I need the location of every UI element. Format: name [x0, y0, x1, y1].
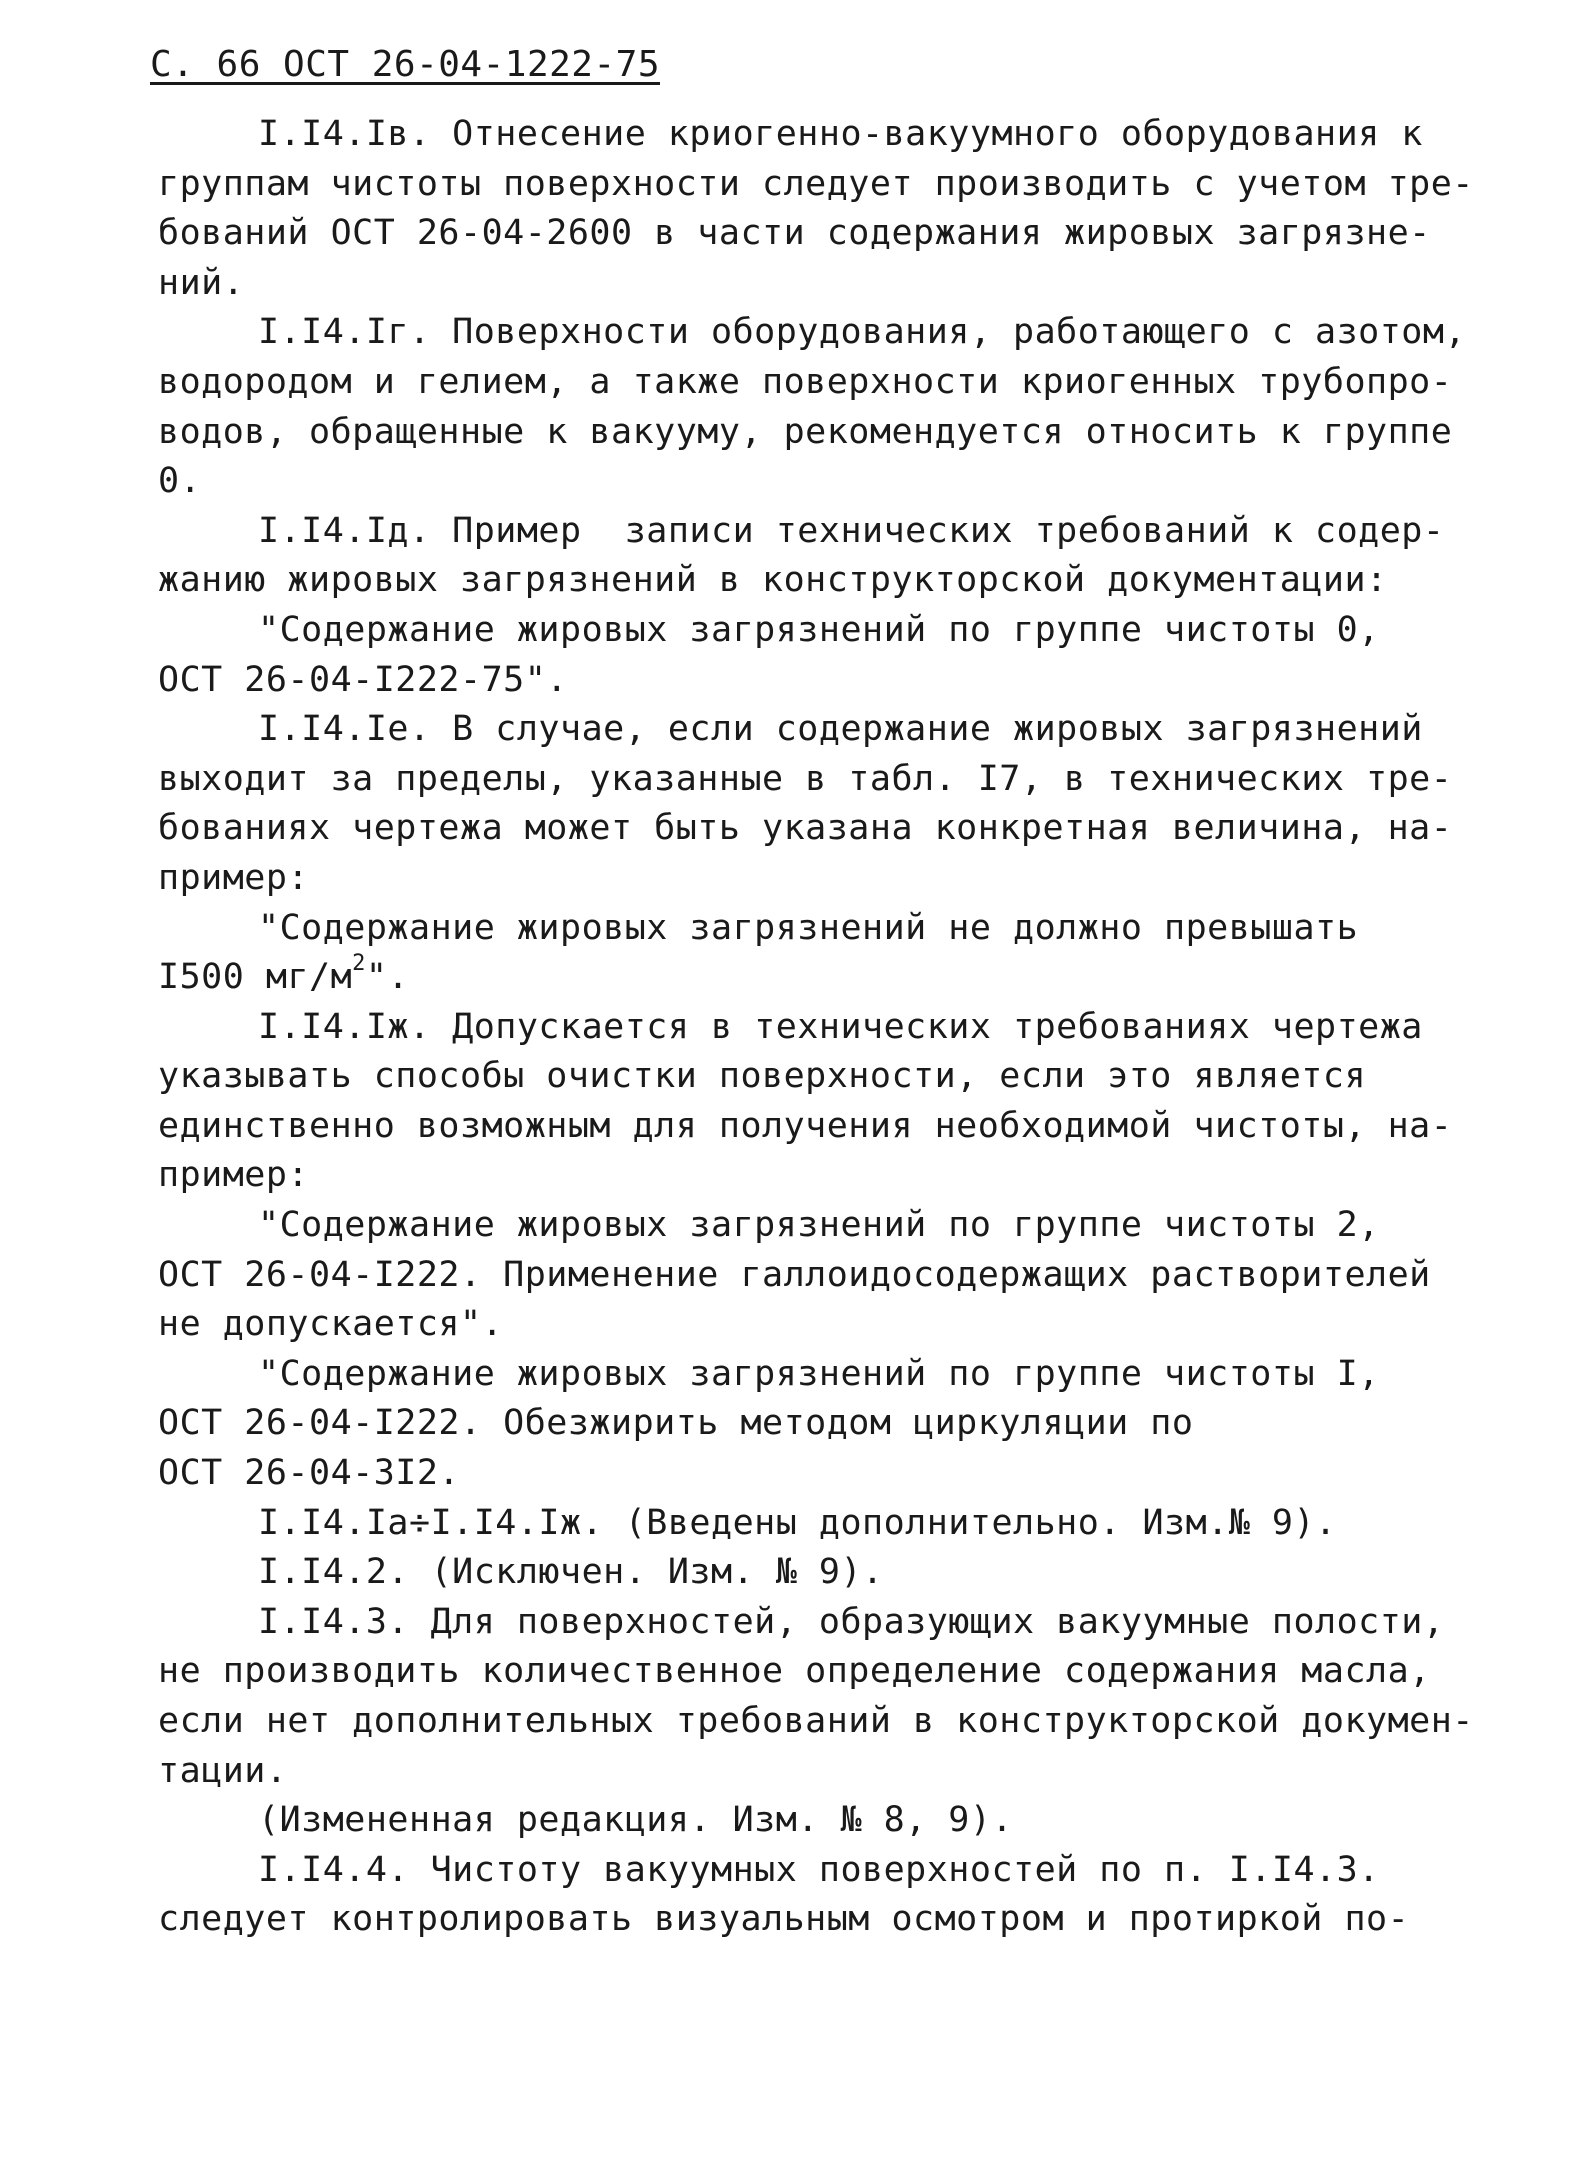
line-text: следует контролировать визуальным осмотром и протиркой по-	[158, 1899, 1410, 1940]
text-line	[158, 1895, 1410, 1945]
line-text: водородом и гелием, а также поверхности криогенных трубопро-	[158, 361, 1453, 402]
line-text: пример:	[158, 857, 310, 898]
text-line	[158, 308, 1467, 358]
line-text: группам чистоты поверхности следует производить с учетом тре-	[158, 163, 1474, 204]
text-line	[158, 1151, 1388, 1201]
line-text: I.I4.4. Чистоту вакуумных поверхностей по п. I.I4.3.	[258, 1849, 1380, 1890]
line-text: пример:	[158, 1155, 310, 1196]
text-line	[158, 259, 1388, 309]
text-line	[158, 755, 1453, 805]
line-text: если нет дополнительных требований в конструкторской докумен-	[158, 1701, 1474, 1741]
line-text: I.I4.Iж. Допускается в технических требованиях чертежа	[258, 1006, 1423, 1047]
line-text: "Содержание жировых загрязнений не должно превышать	[258, 907, 1359, 948]
line-text: не допускается".	[158, 1304, 504, 1345]
text-line	[158, 1697, 1474, 1747]
line-text: ОСТ 26-04-I222-75".	[158, 659, 568, 700]
text-line	[158, 358, 1453, 408]
text-line	[158, 953, 1388, 1003]
text-line	[158, 556, 1388, 606]
text-line	[158, 656, 1388, 706]
text-line	[158, 1251, 1431, 1301]
text-line	[158, 1102, 1453, 1152]
text-line	[158, 160, 1474, 210]
text-line	[158, 408, 1453, 458]
line-text: "Содержание жировых загрязнений по группе чистоты I,	[258, 1353, 1380, 1394]
line-text: ний.	[158, 262, 245, 303]
line-text: не производить количественное определение содержания масла,	[158, 1651, 1431, 1692]
line-text: выходит за пределы, указанные в табл. I7, в технических тре-	[158, 758, 1453, 799]
text-line	[158, 1647, 1431, 1697]
text-line	[158, 1747, 1388, 1797]
text-line	[158, 1300, 1388, 1350]
text-line	[158, 904, 1388, 954]
line-text: I.I4.Iа÷I.I4.Iж. (Введены дополнительно. Изм.№ 9).	[258, 1502, 1337, 1543]
text-line	[158, 209, 1431, 259]
text-line	[158, 1350, 1388, 1400]
text-line	[158, 1796, 1388, 1846]
text-line	[158, 507, 1445, 557]
line-text: бований ОСТ 26-04-2600 в части содержания жировых загрязне-	[158, 213, 1431, 254]
text-line	[158, 1201, 1388, 1251]
line-text: ОСТ 26-04-I222. Применение галлоидосодержащих растворителей	[158, 1254, 1431, 1295]
text-line	[158, 1449, 1388, 1499]
text-line	[158, 1399, 1388, 1449]
line-text: I.I4.2. (Исключен. Изм. № 9).	[258, 1552, 884, 1593]
line-text: жанию жировых загрязнений в конструкторской документации:	[158, 560, 1388, 601]
line-text: I.I4.Iв. Отнесение криогенно-вакуумного оборудования к	[258, 114, 1423, 154]
text-line	[158, 1052, 1388, 1102]
line-text: I.I4.Iд. Пример записи технических требований к содер-	[258, 510, 1445, 551]
line-text: водов, обращенные к вакууму, рекомендуется относить к группе	[158, 411, 1453, 452]
line-text: 0.	[158, 461, 202, 502]
text-line	[158, 110, 1423, 160]
text-line	[158, 1846, 1388, 1896]
text-line	[158, 606, 1388, 656]
line-text: бованиях чертежа может быть указана конкретная величина, на-	[158, 808, 1453, 849]
page-header: С. 66 ОСТ 26-04-1222-75	[150, 44, 660, 85]
line-text: I.I4.Iе. В случае, если содержание жировых загрязнений	[258, 709, 1423, 750]
line-text: "Содержание жировых загрязнений по группе чистоты 0,	[258, 609, 1380, 650]
line-text: (Измененная редакция. Изм. № 8, 9).	[258, 1800, 1014, 1841]
line-text: указывать способы очистки поверхности, если это является	[158, 1056, 1367, 1097]
text-line	[158, 804, 1453, 854]
text-line	[158, 457, 1388, 507]
text-line	[158, 705, 1423, 755]
line-text: единственно возможным для получения необходимой чистоты, на-	[158, 1105, 1453, 1146]
superscript: 2	[352, 951, 366, 977]
text-line	[158, 854, 1388, 904]
text-line	[158, 1548, 1388, 1598]
line-text: ОСТ 26-04-I222. Обезжирить методом циркуляции по	[158, 1403, 1194, 1444]
line-text: тации.	[158, 1750, 288, 1791]
line-text: I.I4.Iг. Поверхности оборудования, работающего с азотом,	[258, 312, 1467, 353]
text-line	[158, 1499, 1388, 1549]
text-line	[158, 1003, 1423, 1053]
document-body	[158, 110, 1474, 1945]
line-text: I.I4.3. Для поверхностей, образующих вакуумные полости,	[258, 1601, 1445, 1642]
line-text: ОСТ 26-04-3I2.	[158, 1453, 461, 1494]
line-text: "Содержание жировых загрязнений по группе чистоты 2,	[258, 1205, 1380, 1246]
line-text: I500 мг/м	[158, 957, 353, 998]
line-tail: ".	[365, 957, 410, 998]
text-line	[158, 1598, 1445, 1648]
